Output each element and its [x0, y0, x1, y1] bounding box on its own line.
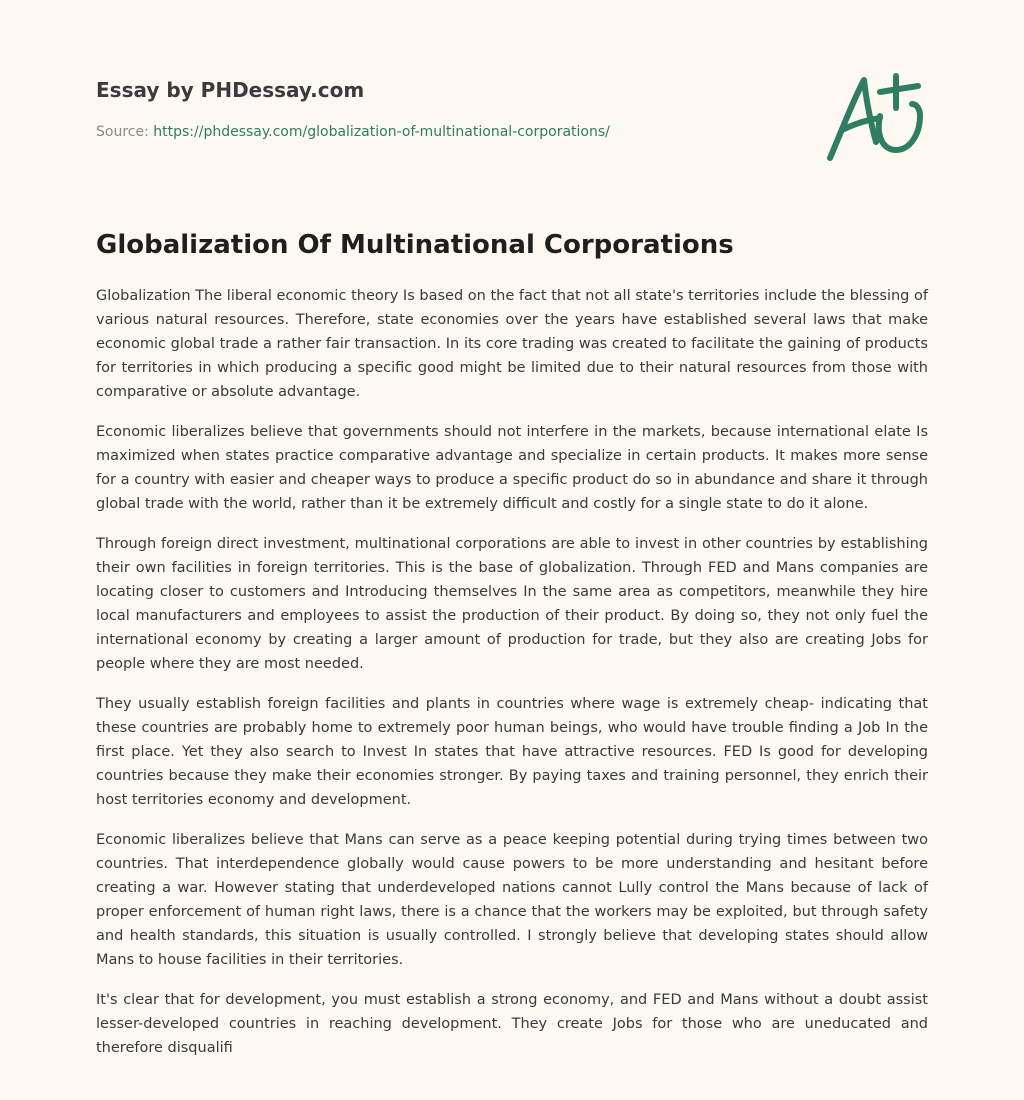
essay-paragraph: They usually establish foreign facilities and plants in countries where wage is extremely cheap- indicating that these countries are probably home to extremely poor human beings, who would have trouble finding a Job In the first place. Yet they also search to Invest In states that have attractive resources. FED Is good for developing countries because they make their economies stronger. By paying taxes and training personnel, they enrich their host territories economy and development.	[96, 696, 928, 808]
site-title: Essay by PHDessay.com	[96, 78, 365, 102]
essay-body	[96, 284, 928, 1076]
essay-paragraph: It's clear that for development, you must establish a strong economy, and FED and Mans without a doubt assist lesser-developed countries in reaching development. They create Jobs for those who are uneducated and therefore disqualifi	[96, 992, 928, 1056]
source-link[interactable]: https://phdessay.com/globalization-of-multinational-corporations/	[153, 124, 610, 140]
essay-title: Globalization Of Multinational Corporations	[96, 230, 734, 260]
essay-paragraph: Economic liberalizes believe that governments should not interfere in the markets, because international elate Is maximized when states practice comparative advantage and specialize in certain products. It makes more sense for a country with easier and cheaper ways to produce a specific product do so in abundance and share it through global trade with the world, rather than it be extremely difficult and costly for a single state to do it alone.	[96, 424, 928, 512]
essay-paragraph: Economic liberalizes believe that Mans can serve as a peace keeping potential during trying times between two countries. That interdependence globally would cause powers to be more understanding and hesitant before creating a war. However stating that underdeveloped nations cannot Lully control the Mans because of lack of proper enforcement of human right laws, there is a chance that the workers may be exploited, but through safety and health standards, this situation is usually controlled. I strongly believe that developing states should allow Mans to house facilities in their territories.	[96, 832, 928, 968]
site-header	[96, 76, 716, 142]
essay-paragraph: Through foreign direct investment, multinational corporations are able to invest in other countries by establishing their own facilities in foreign territories. This is the base of globalization. Through FED and Mans companies are locating closer to customers and Introducing themselves In the same area as competitors, meanwhile they hire local manufacturers and employees to assist the production of their product. By doing so, they not only fuel the international economy by creating a larger amount of production for trade, but they also are creating Jobs for people where they are most needed.	[96, 536, 928, 672]
source-label: Source:	[96, 124, 154, 140]
source-line	[96, 122, 716, 142]
a-plus-grade-icon	[820, 68, 932, 168]
essay-paragraph: Globalization The liberal economic theory Is based on the fact that not all state's territories include the blessing of various natural resources. Therefore, state economies over the years have established several laws that make economic global trade a rather fair transaction. In its core trading was created to facilitate the gaining of products for territories in which producing a specific good might be limited due to their natural resources from those with comparative or absolute advantage.	[96, 288, 928, 400]
